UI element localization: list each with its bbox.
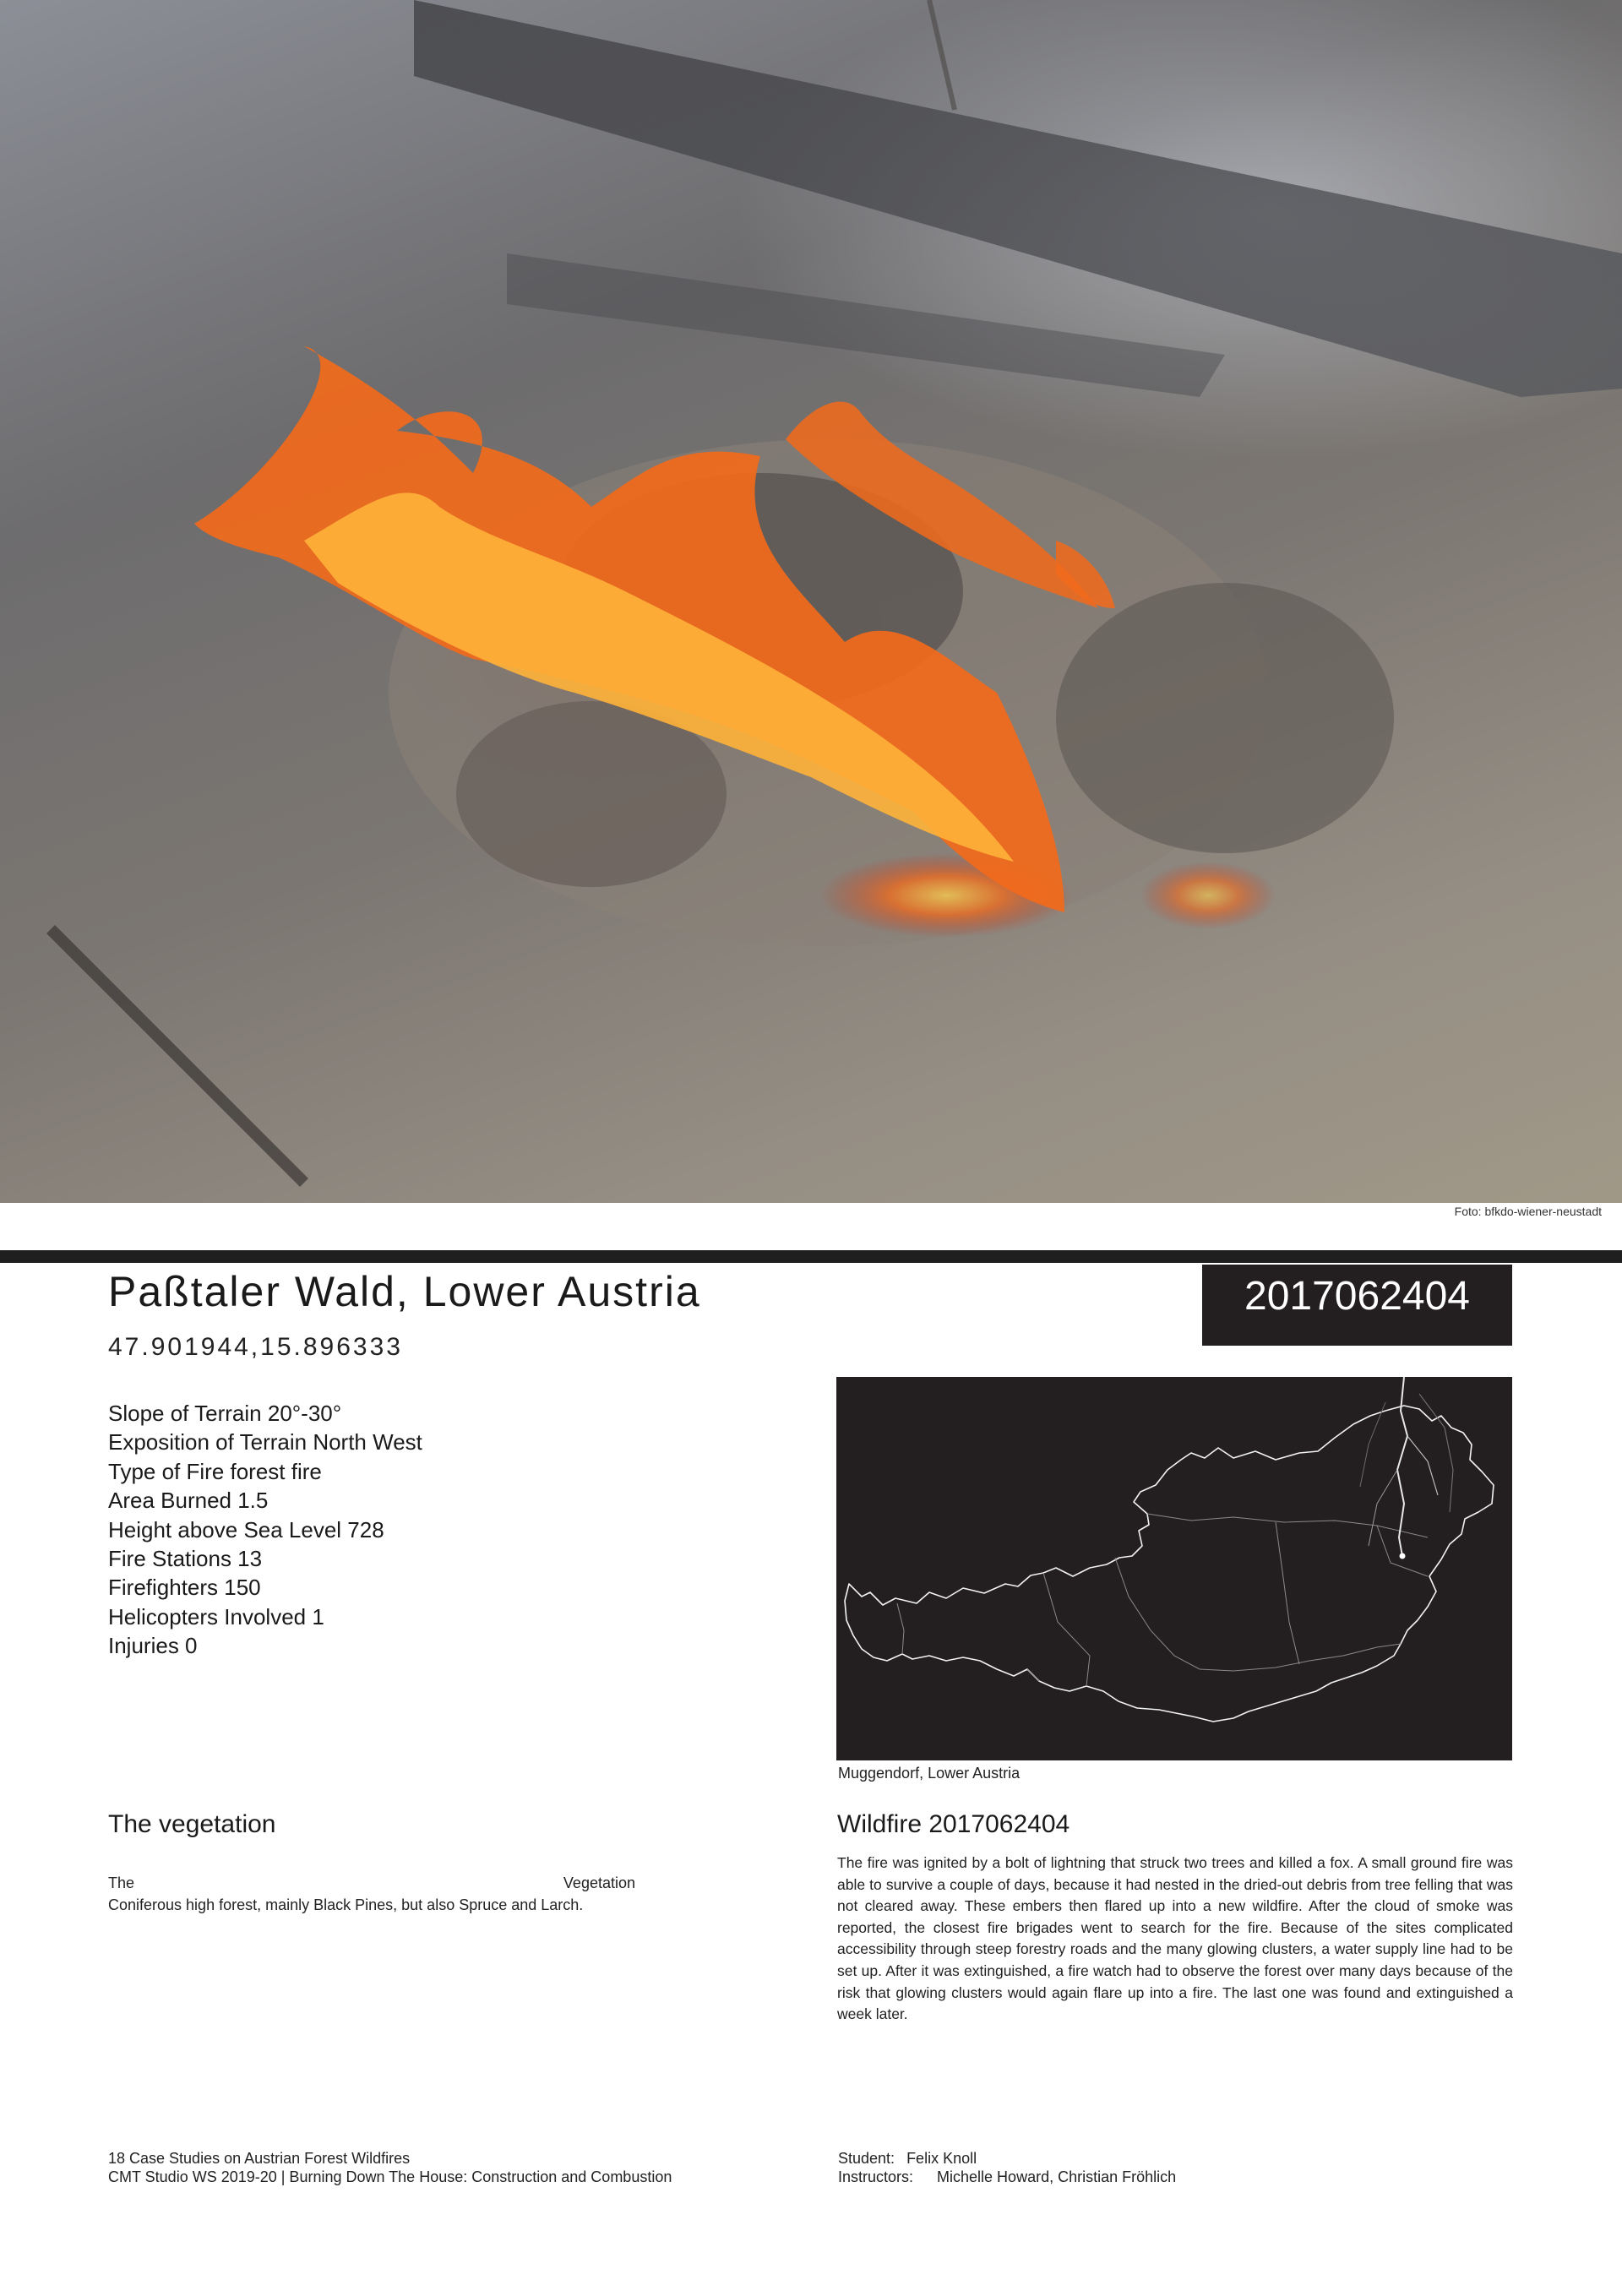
fact-list xyxy=(108,1399,422,1661)
fact-exposition: Exposition of Terrain North West xyxy=(108,1429,422,1455)
footer-left xyxy=(108,2149,672,2186)
vegetation-text: Coniferous high forest, mainly Black Pines, but also Spruce and Larch. xyxy=(108,1896,584,1913)
footer-studio: CMT Studio WS 2019-20 | Burning Down The House: Construction and Combustion xyxy=(108,2168,672,2185)
footer-instructors xyxy=(838,2168,1176,2186)
page-title: Paßtaler Wald, Lower Austria xyxy=(108,1268,701,1315)
fire-location-marker xyxy=(1400,1553,1406,1559)
student-label: Student: xyxy=(838,2150,895,2167)
fact-injuries: Injuries 0 xyxy=(108,1633,198,1659)
map-caption: Muggendorf, Lower Austria xyxy=(838,1765,1021,1782)
fact-area-burned: Area Burned 1.5 xyxy=(108,1488,269,1514)
fact-helicopters: Helicopters Involved 1 xyxy=(108,1603,324,1630)
footer-student xyxy=(838,2149,1176,2168)
fact-height: Height above Sea Level 728 xyxy=(108,1516,384,1542)
instructors-label: Instructors: xyxy=(838,2168,914,2185)
student-value: Felix Knoll xyxy=(906,2150,977,2167)
fact-slope: Slope of Terrain 20°-30° xyxy=(108,1401,342,1426)
instructors-value: Michelle Howard, Christian Fröhlich xyxy=(937,2168,1177,2185)
vegetation-label-right: Vegetation xyxy=(563,1874,635,1891)
wildfire-text: The fire was ignited by a bolt of lightning that struck two trees and killed a fox. A small ground fire was able to survive a couple of days, because it had nested in the dried-out debris from tree felling that was not cleared away. These embers then flared up into a new wildfire. After the cloud of smoke was reported, the closest fire brigades went to search for the fire. Because of the sites complicated accessibility through steep forestry roads and the many glowing clusters, a water supply line had to be set up. After it was extinguished, a fire watch had to observe the forest over many days because of the risk that glowing clusters would again flare up into a fire. The last one was found and extinguished a week later. xyxy=(837,1854,1513,2023)
fact-firefighters: Firefighters 150 xyxy=(108,1575,261,1601)
vegetation-label-row xyxy=(108,1874,635,1892)
vegetation-heading: The vegetation xyxy=(108,1810,276,1838)
footer-series: 18 Case Studies on Austrian Forest Wildfires xyxy=(108,2150,411,2167)
wildfire-heading: Wildfire 2017062404 xyxy=(837,1810,1070,1838)
photo-credit: Foto: bfkdo-wiener-neustadt xyxy=(1454,1205,1602,1218)
vegetation-label-left: The xyxy=(108,1874,135,1891)
austria-outline-map xyxy=(836,1377,1512,1760)
austria-map xyxy=(836,1377,1512,1760)
footer-right xyxy=(838,2149,1176,2186)
fire-id-badge: 2017062404 xyxy=(1202,1265,1512,1346)
coordinates: 47.901944,15.896333 xyxy=(108,1333,403,1361)
fact-fire-stations: Fire Stations 13 xyxy=(108,1546,263,1572)
fact-fire-type: Type of Fire forest fire xyxy=(108,1458,322,1484)
section-divider xyxy=(0,1250,1622,1263)
